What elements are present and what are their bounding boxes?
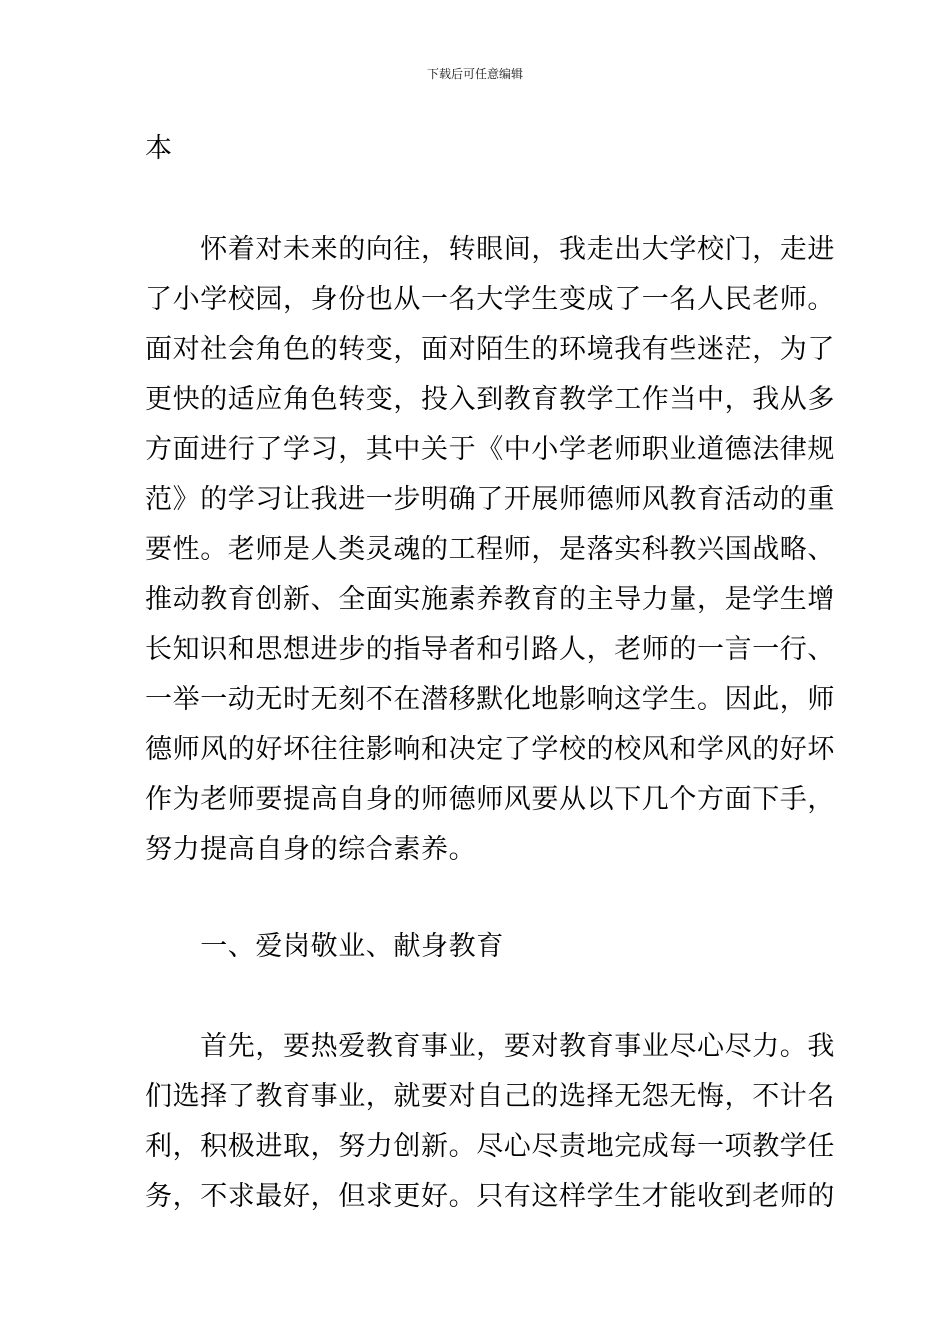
- text-line: 方面进行了学习，其中关于《中小学老师职业道德法律规: [145, 434, 835, 465]
- text-line: 更快的适应角色转变，投入到教育教学工作当中，我从多: [145, 384, 835, 415]
- page-header-note: 下载后可任意编辑: [426, 67, 523, 81]
- text-line: 推动教育创新、全面实施素养教育的主导力量，是学生增: [145, 584, 835, 615]
- text-line: 一举一动无时无刻不在潜移默化地影响这学生。因此，师: [145, 684, 835, 715]
- text-line: 德师风的好坏往往影响和决定了学校的校风和学风的好坏: [145, 734, 835, 765]
- text-line: 面对社会角色的转变，面对陌生的环境我有些迷茫，为了: [145, 334, 835, 365]
- text-line: 了小学校园，身份也从一名大学生变成了一名人民老师。: [145, 284, 835, 315]
- text-line: 努力提高自身的综合素养。: [145, 834, 477, 865]
- text-line: 要性。老师是人类灵魂的工程师，是落实科教兴国战略、: [145, 534, 835, 565]
- text-line: 本: [145, 133, 173, 164]
- text-line: 长知识和思想进步的指导者和引路人，老师的一言一行、: [145, 634, 835, 665]
- section-heading: 一、爱岗敬业、献身教育: [145, 931, 504, 962]
- text-line: 怀着对未来的向往，转眼间，我走出大学校门，走进: [145, 234, 835, 265]
- text-line: 利，积极进取，努力创新。尽心尽责地完成每一项教学任: [145, 1131, 835, 1162]
- text-line: 范》的学习让我进一步明确了开展师德师风教育活动的重: [145, 484, 835, 515]
- text-line: 务，不求最好，但求更好。只有这样学生才能收到老师的: [145, 1181, 835, 1212]
- text-line: 们选择了教育事业，就要对自己的选择无怨无悔，不计名: [145, 1081, 835, 1112]
- text-line: 首先，要热爱教育事业，要对教育事业尽心尽力。我: [145, 1031, 835, 1062]
- text-line: 作为老师要提高自身的师德师风要从以下几个方面下手，: [145, 784, 835, 815]
